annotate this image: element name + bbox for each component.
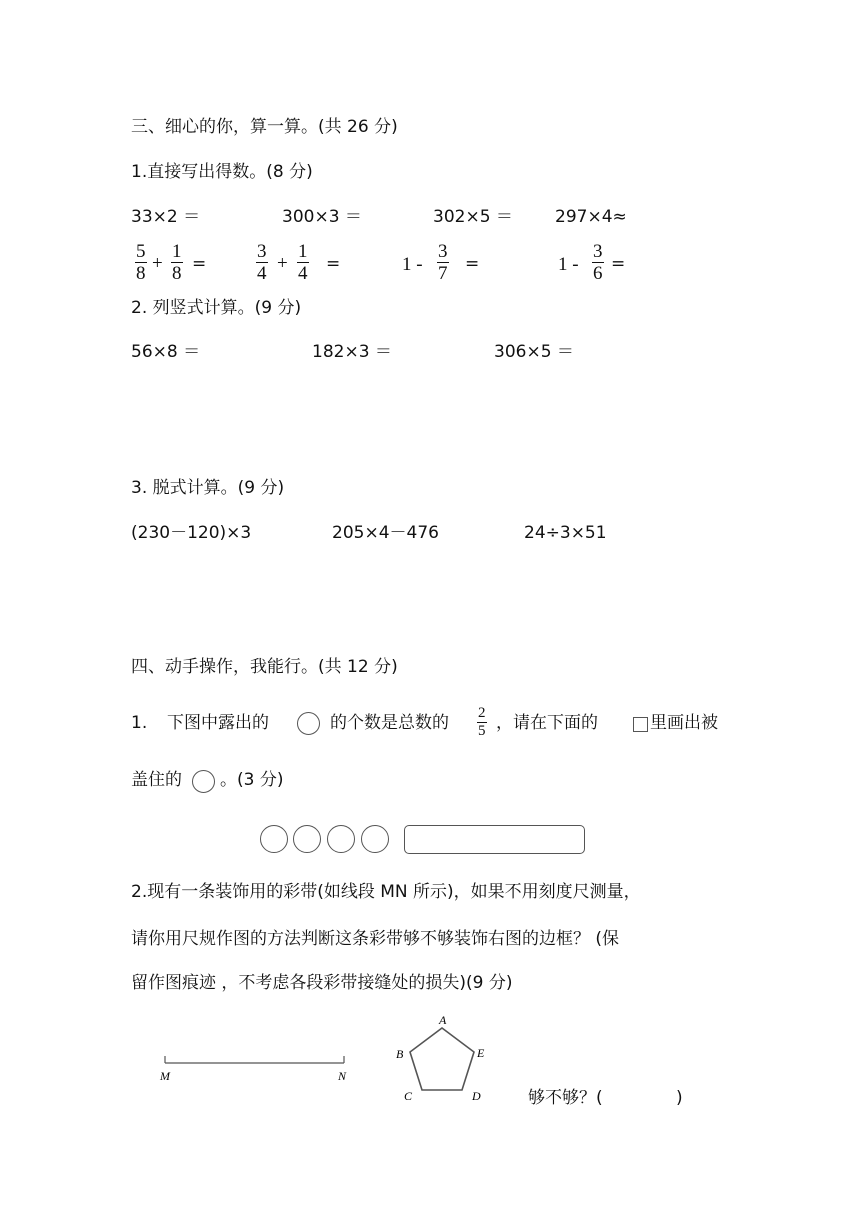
label-m: M bbox=[160, 1069, 170, 1083]
q4-2-line-1: 2.现有一条装饰用的彩带(如线段 MN 所示)，如果不用刻度尺测量， bbox=[131, 882, 641, 902]
circle-icon bbox=[192, 770, 215, 793]
q4-1-line2-a: 盖住的 bbox=[131, 770, 182, 790]
fraction: $\frac{3}{4}$ bbox=[257, 241, 267, 284]
q4-1-text-d: 里画出被 bbox=[650, 713, 718, 733]
fraction: $\frac{1}{8}$ bbox=[172, 241, 182, 284]
q1-title: 1.直接写出得数。(8 分) bbox=[131, 162, 313, 182]
fraction: $\frac{5}{8}$ bbox=[136, 241, 146, 284]
q2-item-2: 182×3 ＝ bbox=[312, 342, 392, 362]
q3-title: 3. 脱式计算。(9 分) bbox=[131, 478, 285, 498]
answer-blank-close: ) bbox=[676, 1088, 683, 1108]
q4-1-number: 1. bbox=[131, 713, 148, 733]
circle-shape bbox=[260, 825, 288, 853]
q2-title: 2. 列竖式计算。(9 分) bbox=[131, 298, 302, 318]
circle-shape bbox=[293, 825, 321, 853]
label-b: B bbox=[396, 1047, 404, 1061]
q4-2-line-3: 留作图痕迹 ，不考虑各段彩带接缝处的损失)(9 分) bbox=[131, 973, 513, 993]
label-n: N bbox=[338, 1069, 347, 1083]
circle-shape bbox=[361, 825, 389, 853]
fraction: $\frac{3}{6}$ bbox=[593, 241, 603, 284]
q1-item-2: 300×3 ＝ bbox=[282, 207, 362, 227]
square-icon bbox=[633, 717, 648, 732]
q3-item-1: (230－120)×3 bbox=[131, 523, 252, 543]
circle-icon bbox=[297, 712, 320, 735]
label-d: D bbox=[472, 1089, 481, 1103]
q2-item-3: 306×5 ＝ bbox=[494, 342, 574, 362]
pentagon-figure bbox=[390, 1010, 500, 1110]
fraction: $\frac{2}{5}$ bbox=[478, 705, 486, 739]
q4-1-text-b: 的个数是总数的 bbox=[330, 713, 449, 733]
q4-1-line2-b: 。(3 分) bbox=[220, 770, 284, 790]
q4-1-text-c: ，请在下面的 bbox=[496, 713, 598, 733]
label-e: E bbox=[477, 1046, 485, 1060]
covered-area-box bbox=[404, 825, 585, 854]
q1-item-3: 302×5 ＝ bbox=[433, 207, 513, 227]
pentagon-shape bbox=[410, 1028, 474, 1090]
q4-2-line-2: 请你用尺规作图的方法判断这条彩带够不够装饰右图的边框？ (保 bbox=[131, 929, 620, 949]
circle-shape bbox=[327, 825, 355, 853]
segment-mn-figure bbox=[150, 1050, 360, 1090]
label-c: C bbox=[404, 1089, 413, 1103]
answer-prompt: 够不够？( bbox=[528, 1088, 603, 1108]
q2-item-1: 56×8 ＝ bbox=[131, 342, 201, 362]
q3-item-3: 24÷3×51 bbox=[524, 523, 607, 543]
q1-item-4: 297×4≈ bbox=[555, 207, 627, 227]
section-4-heading: 四、动手操作，我能行。(共 12 分) bbox=[131, 657, 398, 677]
fraction: $\frac{1}{4}$ bbox=[298, 241, 308, 284]
section-3-heading: 三、细心的你，算一算。(共 26 分) bbox=[131, 117, 398, 137]
q1-item-1: 33×2 ＝ bbox=[131, 207, 201, 227]
fraction: $\frac{3}{7}$ bbox=[438, 241, 448, 284]
q4-1-text-a: 下图中露出的 bbox=[167, 713, 269, 733]
label-a: A bbox=[439, 1013, 447, 1027]
q3-item-2: 205×4－476 bbox=[332, 523, 439, 543]
